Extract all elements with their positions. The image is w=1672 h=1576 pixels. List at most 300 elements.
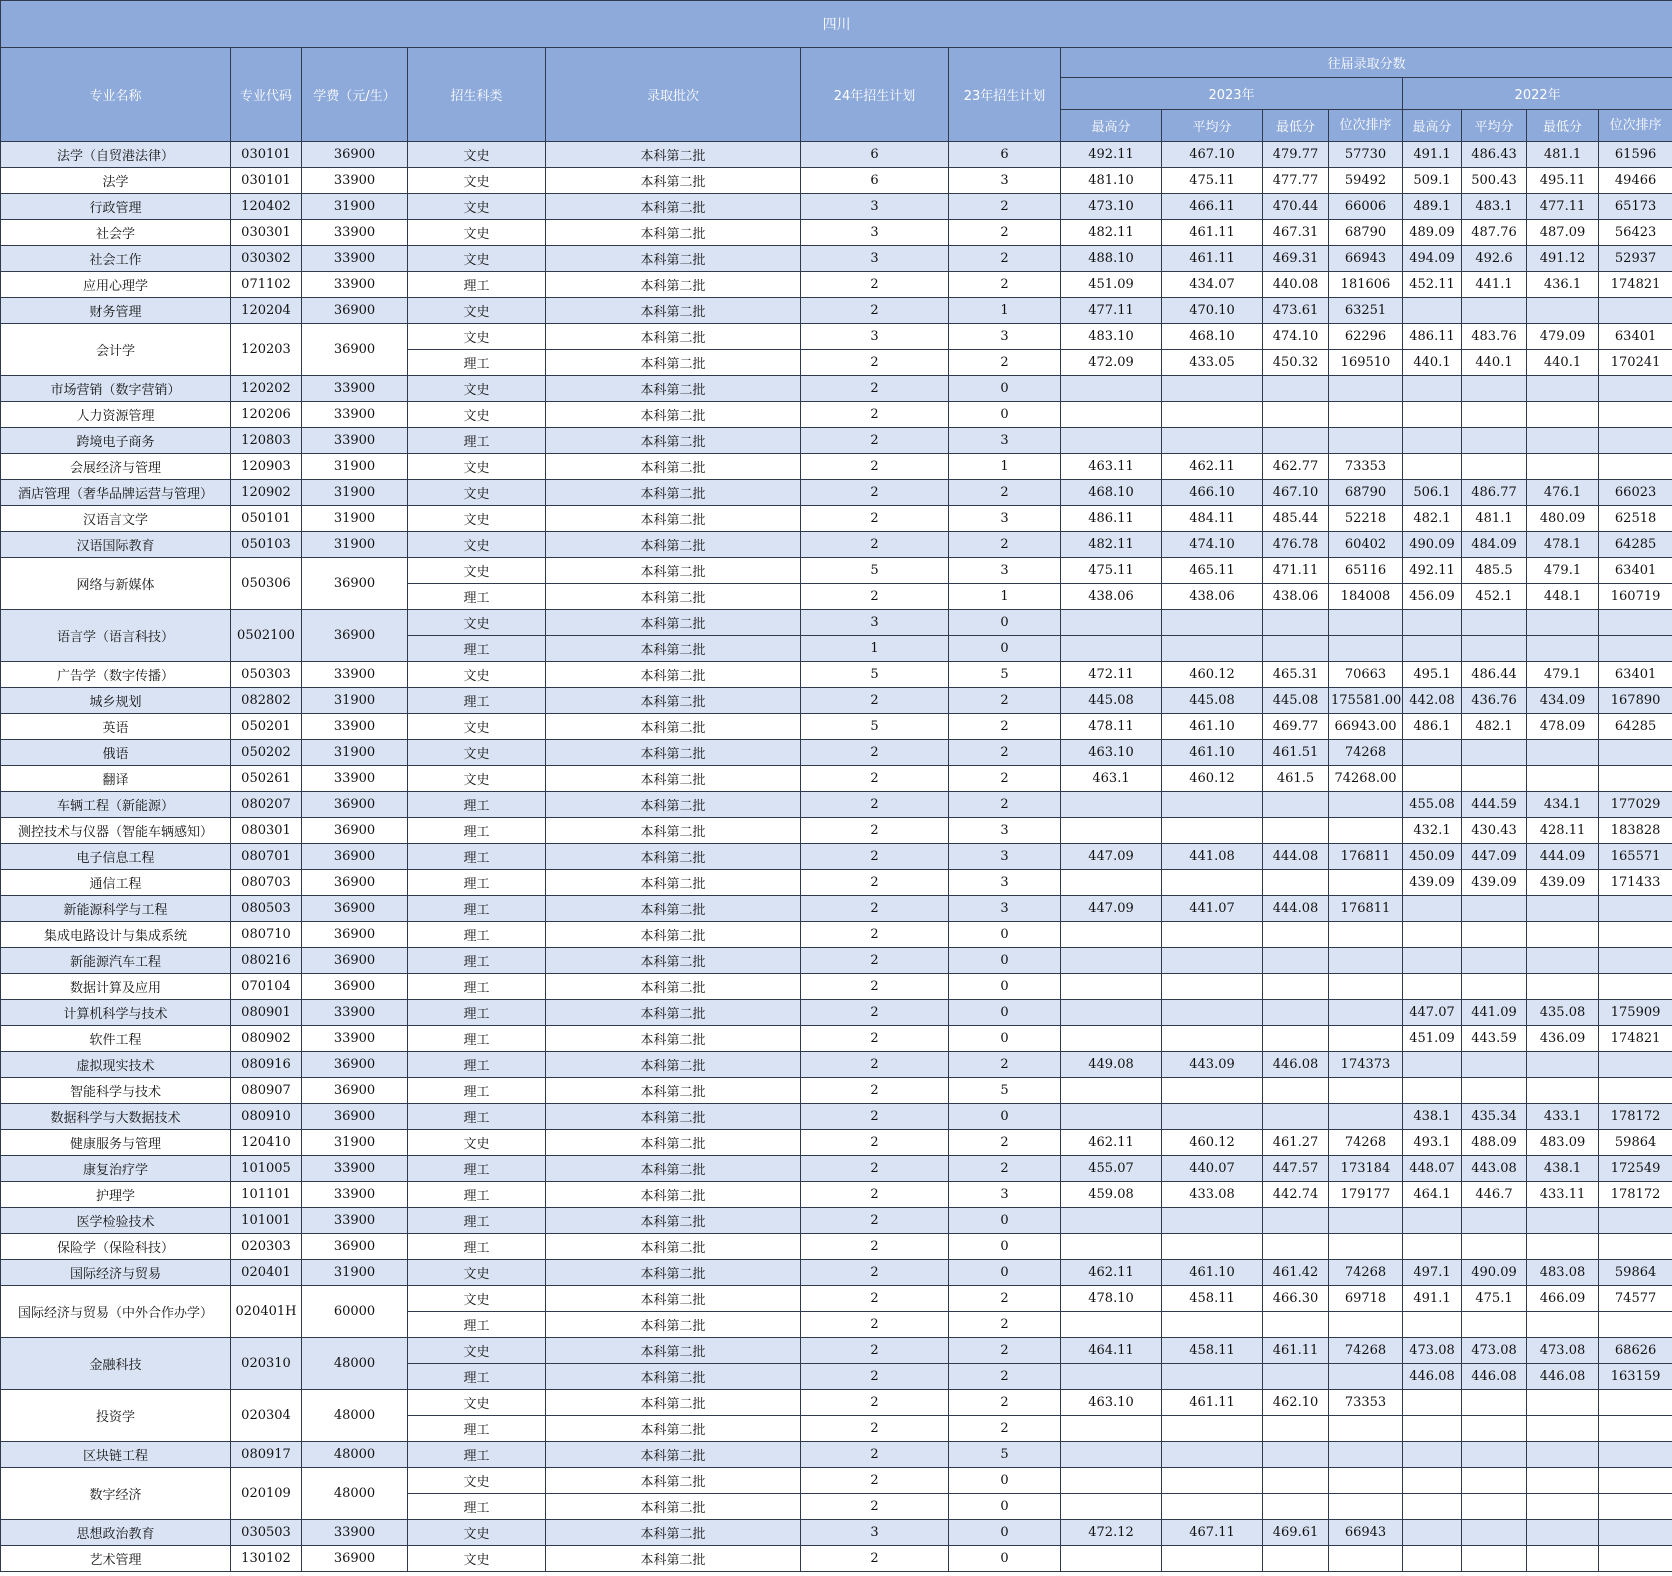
2023-min-cell (1263, 1364, 1329, 1390)
2022-rank-cell (1599, 1390, 1672, 1416)
2022-avg-cell: 475.1 (1462, 1286, 1527, 1312)
major-code-cell: 050202 (231, 740, 302, 766)
category-cell: 理工 (408, 1442, 546, 1468)
2022-max-cell: 489.1 (1403, 194, 1462, 220)
category-cell: 理工 (408, 844, 546, 870)
major-code-cell: 030101 (231, 168, 302, 194)
batch-cell: 本科第二批 (546, 714, 801, 740)
major-name-cell: 保险学（保险科技） (1, 1234, 231, 1260)
2022-rank-cell (1599, 896, 1672, 922)
2022-max-cell: 440.1 (1403, 350, 1462, 376)
2022-avg-cell (1462, 1234, 1527, 1260)
2022-avg-cell: 440.1 (1462, 350, 1527, 376)
major-code-cell: 101101 (231, 1182, 302, 1208)
batch-cell: 本科第二批 (546, 402, 801, 428)
category-cell: 文史 (408, 610, 546, 636)
2022-max-cell (1403, 1416, 1462, 1442)
2023-avg-cell (1162, 376, 1263, 402)
2023-min-cell: 461.42 (1263, 1260, 1329, 1286)
2022-max-cell: 486.11 (1403, 324, 1462, 350)
category-cell: 文史 (408, 1390, 546, 1416)
tuition-cell: 31900 (302, 194, 408, 220)
2023-rank-cell: 184008 (1329, 584, 1403, 610)
2023-max-cell: 472.09 (1061, 350, 1162, 376)
2023-avg-cell: 460.12 (1162, 662, 1263, 688)
2023-avg-cell (1162, 610, 1263, 636)
2023-max-cell: 463.1 (1061, 766, 1162, 792)
category-cell: 文史 (408, 1338, 546, 1364)
2023-avg-cell (1162, 1468, 1263, 1494)
table-row (1, 688, 1672, 714)
2022-min-cell (1527, 1390, 1599, 1416)
2022-min-cell (1527, 376, 1599, 402)
2022-min-cell: 433.1 (1527, 1104, 1599, 1130)
plan-2023-cell: 2 (949, 688, 1061, 714)
tuition-cell: 48000 (302, 1390, 408, 1442)
2023-max-cell: 478.11 (1061, 714, 1162, 740)
2022-min-cell: 495.11 (1527, 168, 1599, 194)
plan-2024-cell: 2 (801, 1104, 949, 1130)
table-row (1, 532, 1672, 558)
batch-cell: 本科第二批 (546, 1390, 801, 1416)
2023-rank-cell (1329, 792, 1403, 818)
2022-max-cell: 439.09 (1403, 870, 1462, 896)
2022-rank-cell (1599, 740, 1672, 766)
major-name-cell: 财务管理 (1, 298, 231, 324)
2022-min-cell: 479.1 (1527, 558, 1599, 584)
2022-rank-cell (1599, 1520, 1672, 1546)
major-code-cell: 120202 (231, 376, 302, 402)
2022-min-cell: 466.09 (1527, 1286, 1599, 1312)
batch-cell: 本科第二批 (546, 220, 801, 246)
tuition-cell: 33900 (302, 1208, 408, 1234)
table-row (1, 402, 1672, 428)
table-row (1, 1260, 1672, 1286)
2023-avg-cell: 461.10 (1162, 1260, 1263, 1286)
category-cell: 文史 (408, 402, 546, 428)
2022-rank-cell: 65173 (1599, 194, 1672, 220)
2022-avg-cell (1462, 1078, 1527, 1104)
plan-2023-cell: 0 (949, 1234, 1061, 1260)
table-row (1, 1286, 1672, 1312)
2022-max-cell: 451.09 (1403, 1026, 1462, 1052)
2023-avg-cell: 474.10 (1162, 532, 1263, 558)
2022-rank-cell: 64285 (1599, 714, 1672, 740)
2023-min-cell: 462.77 (1263, 454, 1329, 480)
2023-avg-cell: 470.10 (1162, 298, 1263, 324)
2022-max-cell (1403, 1494, 1462, 1520)
tuition-cell: 33900 (302, 402, 408, 428)
major-name-cell: 汉语言文学 (1, 506, 231, 532)
table-row (1, 1468, 1672, 1494)
major-code-cell: 080701 (231, 844, 302, 870)
2023-rank-cell: 173184 (1329, 1156, 1403, 1182)
2022-rank-cell: 178172 (1599, 1104, 1672, 1130)
table-row (1, 194, 1672, 220)
2022-rank-cell (1599, 454, 1672, 480)
tuition-cell: 33900 (302, 1156, 408, 1182)
2022-max-cell (1403, 1208, 1462, 1234)
2022-avg-cell (1462, 948, 1527, 974)
2023-rank-cell: 66943.00 (1329, 714, 1403, 740)
2023-rank-cell (1329, 1104, 1403, 1130)
2022-max-cell: 494.09 (1403, 246, 1462, 272)
header-2023-rank: 位次排序 (1329, 110, 1403, 142)
2022-max-cell (1403, 454, 1462, 480)
plan-2024-cell: 2 (801, 1494, 949, 1520)
2022-min-cell: 428.11 (1527, 818, 1599, 844)
2023-max-cell: 475.11 (1061, 558, 1162, 584)
2023-avg-cell (1162, 870, 1263, 896)
2022-rank-cell: 68626 (1599, 1338, 1672, 1364)
2022-rank-cell: 170241 (1599, 350, 1672, 376)
table-row (1, 1442, 1672, 1468)
2022-max-cell (1403, 1052, 1462, 1078)
2022-avg-cell (1462, 1494, 1527, 1520)
plan-2024-cell: 2 (801, 584, 949, 610)
2022-avg-cell: 486.43 (1462, 142, 1527, 168)
major-code-cell: 020310 (231, 1338, 302, 1390)
plan-2024-cell: 1 (801, 636, 949, 662)
2022-min-cell: 444.09 (1527, 844, 1599, 870)
2022-max-cell: 492.11 (1403, 558, 1462, 584)
category-cell: 文史 (408, 142, 546, 168)
2023-rank-cell (1329, 1494, 1403, 1520)
category-cell: 文史 (408, 454, 546, 480)
2022-min-cell: 438.1 (1527, 1156, 1599, 1182)
plan-2024-cell: 2 (801, 1468, 949, 1494)
major-code-cell: 050101 (231, 506, 302, 532)
category-cell: 理工 (408, 1182, 546, 1208)
batch-cell: 本科第二批 (546, 636, 801, 662)
category-cell: 理工 (408, 922, 546, 948)
plan-2024-cell: 5 (801, 714, 949, 740)
2022-rank-cell (1599, 402, 1672, 428)
major-code-cell: 071102 (231, 272, 302, 298)
major-name-cell: 虚拟现实技术 (1, 1052, 231, 1078)
batch-cell: 本科第二批 (546, 1078, 801, 1104)
2023-min-cell (1263, 402, 1329, 428)
category-cell: 理工 (408, 350, 546, 376)
2022-max-cell: 493.1 (1403, 1130, 1462, 1156)
2022-avg-cell: 441.09 (1462, 1000, 1527, 1026)
2022-max-cell (1403, 1520, 1462, 1546)
major-name-cell: 俄语 (1, 740, 231, 766)
2022-rank-cell: 177029 (1599, 792, 1672, 818)
batch-cell: 本科第二批 (546, 1520, 801, 1546)
2023-rank-cell: 65116 (1329, 558, 1403, 584)
major-name-cell: 城乡规划 (1, 688, 231, 714)
2023-min-cell: 466.30 (1263, 1286, 1329, 1312)
plan-2023-cell: 1 (949, 298, 1061, 324)
2022-min-cell: 491.12 (1527, 246, 1599, 272)
plan-2023-cell: 2 (949, 714, 1061, 740)
category-cell: 文史 (408, 558, 546, 584)
2023-avg-cell: 466.10 (1162, 480, 1263, 506)
major-name-cell: 电子信息工程 (1, 844, 231, 870)
2023-rank-cell: 169510 (1329, 350, 1403, 376)
table-row (1, 454, 1672, 480)
2023-max-cell (1061, 1234, 1162, 1260)
2023-avg-cell: 440.07 (1162, 1156, 1263, 1182)
2022-avg-cell (1462, 454, 1527, 480)
2022-avg-cell (1462, 974, 1527, 1000)
2022-rank-cell: 172549 (1599, 1156, 1672, 1182)
plan-2024-cell: 2 (801, 1260, 949, 1286)
table-row (1, 506, 1672, 532)
major-name-cell: 社会学 (1, 220, 231, 246)
batch-cell: 本科第二批 (546, 454, 801, 480)
tuition-cell: 36900 (302, 818, 408, 844)
tuition-cell: 33900 (302, 1026, 408, 1052)
header-batch: 录取批次 (546, 48, 801, 142)
2023-rank-cell (1329, 1468, 1403, 1494)
2022-rank-cell: 178172 (1599, 1182, 1672, 1208)
table-row (1, 610, 1672, 636)
table-row (1, 1052, 1672, 1078)
major-name-cell: 区块链工程 (1, 1442, 231, 1468)
batch-cell: 本科第二批 (546, 1364, 801, 1390)
2022-avg-cell: 439.09 (1462, 870, 1527, 896)
2023-avg-cell: 461.11 (1162, 1390, 1263, 1416)
major-code-cell: 080207 (231, 792, 302, 818)
2023-min-cell (1263, 792, 1329, 818)
2023-max-cell (1061, 1442, 1162, 1468)
2022-avg-cell: 430.43 (1462, 818, 1527, 844)
plan-2024-cell: 2 (801, 1000, 949, 1026)
table-row (1, 1130, 1672, 1156)
tuition-cell: 36900 (302, 558, 408, 610)
major-code-cell: 050103 (231, 532, 302, 558)
2023-min-cell: 442.74 (1263, 1182, 1329, 1208)
2023-min-cell: 461.27 (1263, 1130, 1329, 1156)
2022-rank-cell (1599, 1442, 1672, 1468)
major-name-cell: 数据计算及应用 (1, 974, 231, 1000)
2023-max-cell: 455.07 (1061, 1156, 1162, 1182)
2022-min-cell: 446.08 (1527, 1364, 1599, 1390)
2023-avg-cell (1162, 636, 1263, 662)
batch-cell: 本科第二批 (546, 1416, 801, 1442)
header-plan-2023: 23年招生计划 (949, 48, 1061, 142)
plan-2023-cell: 2 (949, 1390, 1061, 1416)
2023-min-cell (1263, 1234, 1329, 1260)
plan-2023-cell: 2 (949, 480, 1061, 506)
plan-2024-cell: 5 (801, 558, 949, 584)
major-name-cell: 翻译 (1, 766, 231, 792)
major-name-cell: 投资学 (1, 1390, 231, 1442)
2022-rank-cell: 167890 (1599, 688, 1672, 714)
major-name-cell: 智能科学与技术 (1, 1078, 231, 1104)
major-name-cell: 人力资源管理 (1, 402, 231, 428)
2022-avg-cell: 444.59 (1462, 792, 1527, 818)
2022-rank-cell: 61596 (1599, 142, 1672, 168)
2022-avg-cell: 452.1 (1462, 584, 1527, 610)
tuition-cell: 36900 (302, 1234, 408, 1260)
2022-max-cell: 452.11 (1403, 272, 1462, 298)
2023-rank-cell (1329, 922, 1403, 948)
2022-rank-cell (1599, 766, 1672, 792)
2022-min-cell: 433.11 (1527, 1182, 1599, 1208)
2022-max-cell: 473.08 (1403, 1338, 1462, 1364)
2023-min-cell: 465.31 (1263, 662, 1329, 688)
2023-max-cell (1061, 974, 1162, 1000)
2023-min-cell (1263, 428, 1329, 454)
plan-2024-cell: 2 (801, 1338, 949, 1364)
tuition-cell: 33900 (302, 662, 408, 688)
2023-min-cell: 440.08 (1263, 272, 1329, 298)
plan-2024-cell: 2 (801, 1026, 949, 1052)
2022-avg-cell (1462, 428, 1527, 454)
category-cell: 理工 (408, 1312, 546, 1338)
header-major-name: 专业名称 (1, 48, 231, 142)
category-cell: 文史 (408, 1130, 546, 1156)
2022-min-cell: 448.1 (1527, 584, 1599, 610)
2022-min-cell: 478.1 (1527, 532, 1599, 558)
2022-min-cell: 483.09 (1527, 1130, 1599, 1156)
2022-rank-cell (1599, 298, 1672, 324)
2023-max-cell: 473.10 (1061, 194, 1162, 220)
plan-2023-cell: 2 (949, 194, 1061, 220)
2022-min-cell: 439.09 (1527, 870, 1599, 896)
2022-rank-cell (1599, 1234, 1672, 1260)
2023-min-cell (1263, 1546, 1329, 1572)
2023-max-cell: 459.08 (1061, 1182, 1162, 1208)
category-cell: 理工 (408, 1104, 546, 1130)
2022-max-cell: 464.1 (1403, 1182, 1462, 1208)
2023-min-cell (1263, 1468, 1329, 1494)
2022-rank-cell: 62518 (1599, 506, 1672, 532)
table-row (1, 844, 1672, 870)
tuition-cell: 36900 (302, 870, 408, 896)
tuition-cell: 33900 (302, 272, 408, 298)
tuition-cell: 33900 (302, 428, 408, 454)
batch-cell: 本科第二批 (546, 662, 801, 688)
2023-avg-cell: 460.12 (1162, 1130, 1263, 1156)
2023-rank-cell: 73353 (1329, 454, 1403, 480)
2022-rank-cell (1599, 610, 1672, 636)
plan-2023-cell: 1 (949, 454, 1061, 480)
category-cell: 理工 (408, 1416, 546, 1442)
2023-max-cell: 463.11 (1061, 454, 1162, 480)
2022-rank-cell (1599, 1494, 1672, 1520)
2023-min-cell: 471.11 (1263, 558, 1329, 584)
2023-rank-cell (1329, 1000, 1403, 1026)
2022-rank-cell: 74577 (1599, 1286, 1672, 1312)
2023-max-cell: 438.06 (1061, 584, 1162, 610)
major-name-cell: 网络与新媒体 (1, 558, 231, 610)
2022-min-cell: 478.09 (1527, 714, 1599, 740)
2023-max-cell: 468.10 (1061, 480, 1162, 506)
major-name-cell: 数据科学与大数据技术 (1, 1104, 231, 1130)
batch-cell: 本科第二批 (546, 1130, 801, 1156)
tuition-cell: 36900 (302, 922, 408, 948)
2023-rank-cell: 74268.00 (1329, 766, 1403, 792)
category-cell: 文史 (408, 376, 546, 402)
2022-max-cell: 447.07 (1403, 1000, 1462, 1026)
2022-min-cell (1527, 1234, 1599, 1260)
major-code-cell: 080703 (231, 870, 302, 896)
2022-rank-cell: 165571 (1599, 844, 1672, 870)
2022-avg-cell (1462, 1312, 1527, 1338)
plan-2024-cell: 2 (801, 1546, 949, 1572)
2022-avg-cell: 436.76 (1462, 688, 1527, 714)
2023-rank-cell: 74268 (1329, 1260, 1403, 1286)
2022-min-cell (1527, 1546, 1599, 1572)
major-code-cell: 020304 (231, 1390, 302, 1442)
plan-2023-cell: 2 (949, 1052, 1061, 1078)
2023-avg-cell: 441.08 (1162, 844, 1263, 870)
plan-2024-cell: 2 (801, 1182, 949, 1208)
2022-min-cell (1527, 1052, 1599, 1078)
tuition-cell: 33900 (302, 376, 408, 402)
2023-rank-cell: 176811 (1329, 896, 1403, 922)
2022-avg-cell: 486.77 (1462, 480, 1527, 506)
2022-rank-cell: 160719 (1599, 584, 1672, 610)
2022-rank-cell (1599, 376, 1672, 402)
table-row (1, 480, 1672, 506)
2022-max-cell (1403, 636, 1462, 662)
plan-2023-cell: 2 (949, 246, 1061, 272)
2023-max-cell (1061, 636, 1162, 662)
2023-rank-cell (1329, 636, 1403, 662)
2022-max-cell: 509.1 (1403, 168, 1462, 194)
header-year-2023: 2023年 (1061, 78, 1403, 110)
2023-min-cell: 473.61 (1263, 298, 1329, 324)
plan-2024-cell: 3 (801, 194, 949, 220)
2023-rank-cell (1329, 428, 1403, 454)
tuition-cell: 36900 (302, 1078, 408, 1104)
2023-min-cell: 445.08 (1263, 688, 1329, 714)
plan-2023-cell: 2 (949, 1338, 1061, 1364)
plan-2023-cell: 2 (949, 766, 1061, 792)
major-code-cell: 130102 (231, 1546, 302, 1572)
2022-min-cell (1527, 402, 1599, 428)
2023-avg-cell (1162, 1546, 1263, 1572)
batch-cell: 本科第二批 (546, 1156, 801, 1182)
2023-rank-cell: 68790 (1329, 480, 1403, 506)
category-cell: 文史 (408, 1468, 546, 1494)
2022-max-cell (1403, 922, 1462, 948)
batch-cell: 本科第二批 (546, 948, 801, 974)
major-name-cell: 艺术管理 (1, 1546, 231, 1572)
tuition-cell: 36900 (302, 610, 408, 662)
2023-min-cell: 461.5 (1263, 766, 1329, 792)
major-code-cell: 080910 (231, 1104, 302, 1130)
2022-max-cell (1403, 1442, 1462, 1468)
plan-2024-cell: 2 (801, 1078, 949, 1104)
tuition-cell: 36900 (302, 142, 408, 168)
2023-rank-cell (1329, 1026, 1403, 1052)
2022-max-cell (1403, 1312, 1462, 1338)
plan-2024-cell: 3 (801, 220, 949, 246)
2023-max-cell: 447.09 (1061, 844, 1162, 870)
batch-cell: 本科第二批 (546, 792, 801, 818)
category-cell: 理工 (408, 1494, 546, 1520)
tuition-cell: 36900 (302, 1546, 408, 1572)
2022-min-cell: 434.09 (1527, 688, 1599, 714)
header-2023-avg: 平均分 (1162, 110, 1263, 142)
2023-min-cell: 485.44 (1263, 506, 1329, 532)
2022-max-cell (1403, 1468, 1462, 1494)
2022-rank-cell: 63401 (1599, 662, 1672, 688)
major-name-cell: 测控技术与仪器（智能车辆感知） (1, 818, 231, 844)
2022-rank-cell (1599, 1416, 1672, 1442)
2023-rank-cell: 70663 (1329, 662, 1403, 688)
2023-rank-cell: 74268 (1329, 740, 1403, 766)
2023-rank-cell: 60402 (1329, 532, 1403, 558)
category-cell: 理工 (408, 636, 546, 662)
category-cell: 文史 (408, 740, 546, 766)
